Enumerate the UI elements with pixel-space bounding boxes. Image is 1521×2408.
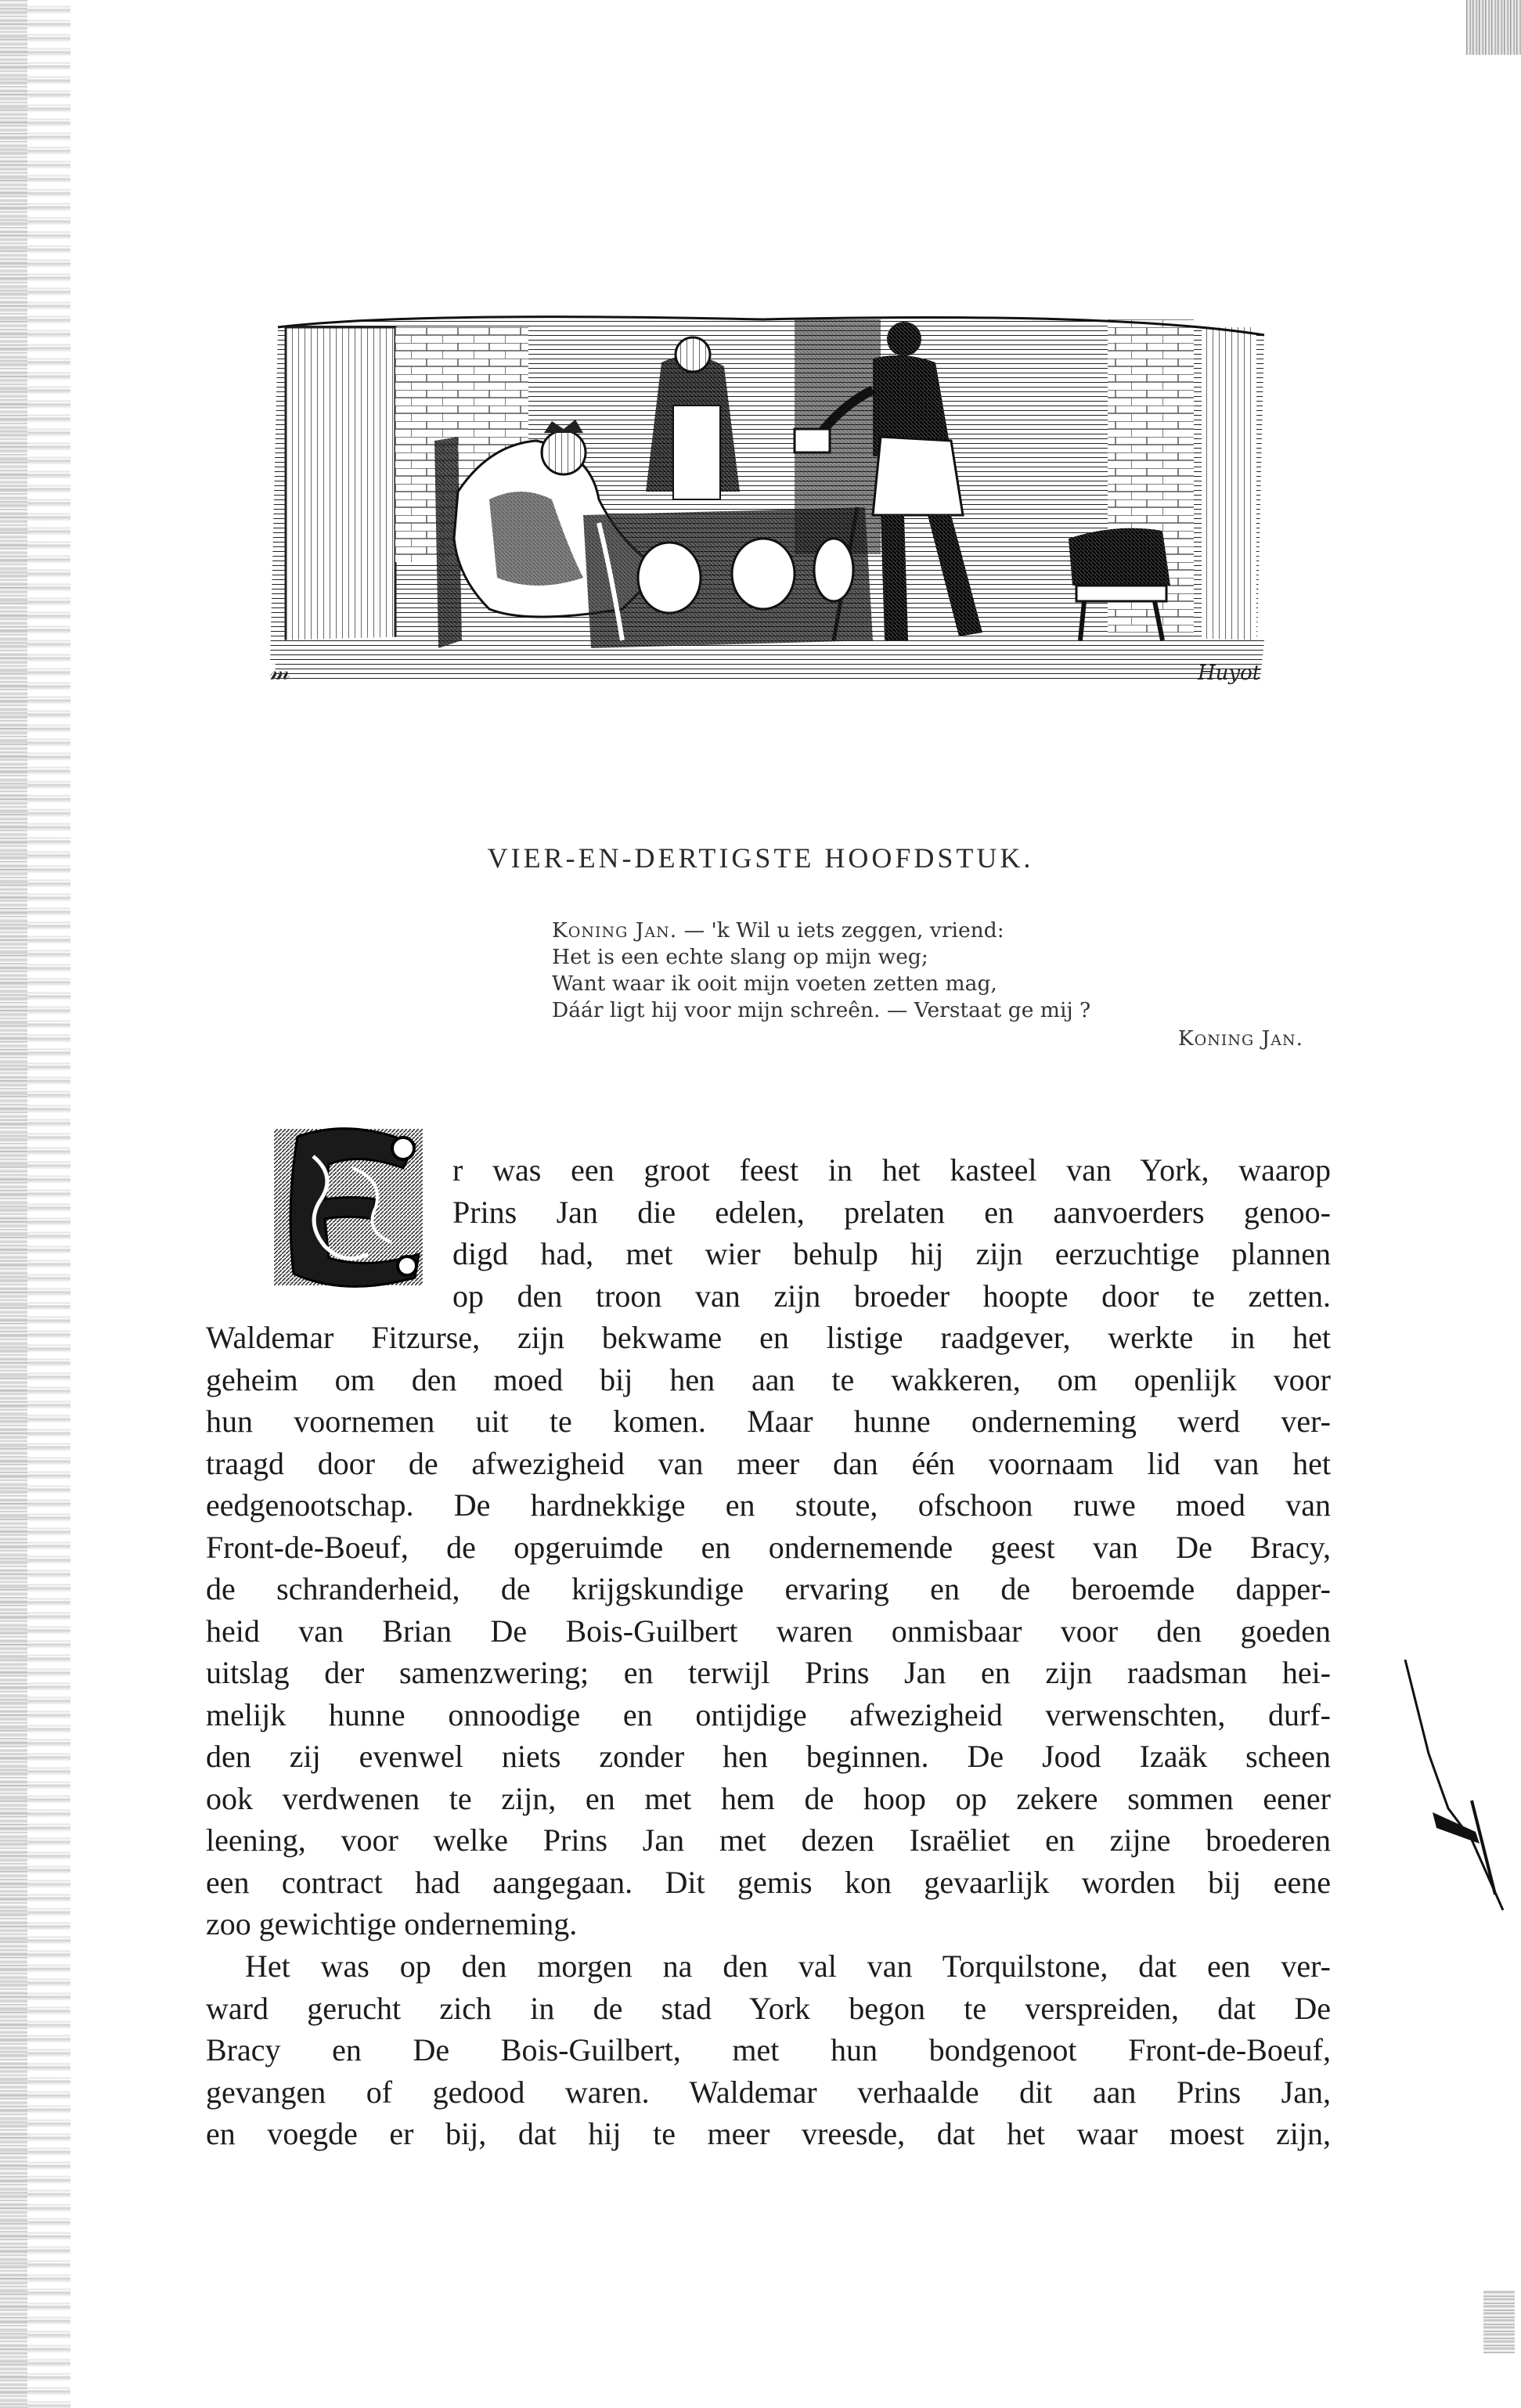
text-line: Prins Jan die edelen, prelaten en aanvoerders genoo- [452,1194,1331,1230]
text-line: Bracy en De Bois-Guilbert, met hun bondgenoot Front-de-Boeuf, [206,2032,1331,2067]
text-line: melijk hunne onnoodige en ontijdige afwezigheid verwenschten, durf- [206,1696,1331,1732]
text-line: de schranderheid, de krijgskundige ervaring en de beroemde dapper- [206,1571,1331,1606]
text-line: ward gerucht zich in de stad York begon te verspreiden, dat De [206,1990,1331,2026]
text-line: leening, voor welke Prins Jan met dezen Israëliet en zijne broederen [206,1822,1331,1858]
text-line: Het was op den morgen na den val van Torquilstone, dat een ver- [245,1948,1331,1984]
text-line: Waldemar Fitzurse, zijn bekwame en listige raadgever, werkte in het [206,1320,1331,1355]
text-line: geheim om den moed bij hen aan te wakkeren, om openlijk voor [206,1361,1331,1397]
text-line: r was een groot feest in het kasteel van York, waarop [452,1152,1331,1188]
text-line: eedgenootschap. De hardnekkige en stoute, ofschoon ruwe moed van [206,1487,1331,1523]
epigraph [552,917,1303,1052]
paragraph-2 [206,1945,1331,2155]
text-line: den zij evenwel niets zonder hen beginnen. De Jood Izaäk scheen [206,1739,1331,1774]
epigraph-line: Dáár ligt hij voor mijn schreên. — Verstaat ge mij ? [552,998,1091,1022]
text-line: heid van Brian De Bois-Guilbert waren onmisbaar voor den goeden [206,1613,1331,1649]
scan-corner-top-right [1466,0,1521,55]
text-line: digd had, met wier behulp hij zijn eerzuchtige plannen [452,1236,1331,1271]
text-line: op den troon van zijn broeder hoopte door te zetten. [452,1278,1331,1314]
epigraph-line: Het is een echte slang op mijn weg; [552,945,928,969]
illustration-signature-right: Huyot [1198,661,1261,685]
text-line: hun voornemen uit te komen. Maar hunne onderneming werd ver- [206,1404,1331,1439]
text-line: Front-de-Boeuf, de opgeruimde en ondernemende geest van De Bracy, [206,1529,1331,1565]
scan-corner-bottom-right [1483,2291,1515,2353]
scan-edge-left-shadow [0,0,27,2408]
text-line: gevangen of gedood waren. Waldemar verhaalde dit aan Prins Jan, [206,2074,1331,2110]
paragraph-1 [206,1149,1331,1945]
epigraph-attribution: Koning Jan. [1177,1026,1303,1051]
text-line: uitslag der samenzwering; en terwijl Prins Jan en zijn raadsman hei- [206,1655,1331,1690]
text-line: ook verdwenen te zijn, en met hem de hoop op zekere sommen eener [206,1780,1331,1816]
epigraph-speaker: Koning Jan. [552,918,678,943]
epigraph-line: Want waar ik ooit mijn voeten zetten mag, [552,971,997,996]
epigraph-line-text: — 'k Wil u iets zeggen, vriend: [683,918,1004,943]
text-line: zoo gewichtige onderneming. [206,1906,578,1941]
text-line: en voegde er bij, dat hij te meer vreesde, dat het waar moest zijn, [206,2116,1331,2151]
epigraph-line [552,917,1303,944]
dropcap-letter: E [266,1121,267,1122]
margin-pen-mark [1401,1660,1519,1926]
text-line: traagd door de afwezigheid van meer dan één voornaam lid van het [206,1445,1331,1481]
chapter-title: VIER-EN-DERTIGSTE HOOFDSTUK. [487,842,1034,874]
engraving-illustration [254,312,1272,687]
illustration-signature-left: 𝓂 [270,658,290,686]
text-line: een contract had aangegaan. Dit gemis kon gevaarlijk worden bij eene [206,1864,1331,1900]
